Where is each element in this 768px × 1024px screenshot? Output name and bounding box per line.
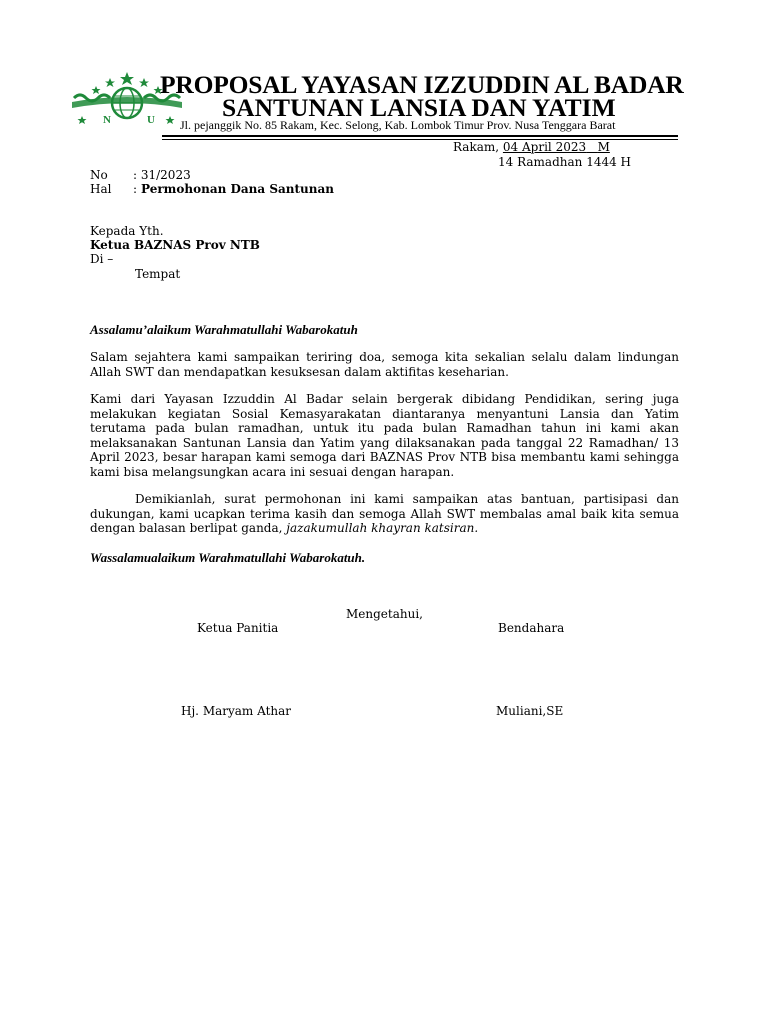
greeting: Assalamu’alaikum Warahmatullahi Wabarokatuh (90, 322, 358, 337)
recipient-name: Ketua BAZNAS Prov NTB (90, 238, 260, 252)
hal-value: Permohonan Dana Santunan (141, 182, 335, 196)
signature-right-name: Muliani,SE (496, 704, 564, 718)
no-value: : 31/2023 (133, 168, 191, 182)
svg-text:U: U (147, 114, 155, 126)
signature-left-title: Ketua Panitia (197, 621, 279, 635)
paragraph-1: Salam sejahtera kami sampaikan teriring doa, semoga kita sekalian selalu dalam lindungan Allah SWT dan mendapatkan kesuksesan dalam aktifitas keseharian. (90, 350, 679, 379)
date-line (453, 140, 610, 155)
mengetahui: Mengetahui, (346, 607, 423, 621)
paragraph-3-text: Demikianlah, surat permohonan ini kami sampaikan atas bantuan, partisipasi dan dukungan, kami ucapkan terima kasih dan semoga Allah SWT membalas amal baik kita semua dengan balasan berlipat ganda, (90, 492, 679, 536)
letterhead-rule-thick (162, 135, 678, 137)
date-place: Rakam, (453, 140, 500, 154)
paragraph-3-italic: jazakumullah khayran katsiran. (286, 521, 479, 536)
recipient-tempat: Tempat (135, 267, 181, 281)
recipient-di: Di – (90, 252, 114, 266)
hal-label: Hal (90, 182, 112, 196)
signature-right-title: Bendahara (498, 621, 565, 635)
date-hijri: 14 Ramadhan 1444 H (498, 155, 632, 169)
letterhead-title-line2: SANTUNAN LANSIA DAN YATIM (222, 93, 616, 122)
paragraph-2: Kami dari Yayasan Izzuddin Al Badar selain bergerak dibidang Pendidikan, sering juga melakukan kegiatan Sosial Kemasyarakatan diantaranya menyantuni Lansia dan Yatim terutama pada bulan ramadhan, untuk itu pada bulan Ramadhan tahun ini kami akan melaksanakan Santunan Lansia dan Yatim yang dilaksanakan pada tanggal 22 Ramadhan/ 13 April 2023, besar harapan kami semoga dari BAZNAS Prov NTB bisa membantu kami sehingga kami bisa melangsungkan acara ini sesuai dengan harapan. (90, 392, 679, 479)
date-gregorian: 04 April 2023 M (502, 140, 610, 154)
signature-left-name: Hj. Maryam Athar (181, 704, 292, 718)
paragraph-3 (90, 492, 679, 536)
kepada-yth: Kepada Yth. (90, 224, 164, 238)
hal-colon: : (133, 182, 138, 196)
closing: Wassalamualaikum Warahmatullahi Wabarokatuh. (90, 550, 366, 565)
no-label: No (90, 168, 108, 182)
svg-text:N: N (103, 114, 111, 126)
letterhead-title-line1: PROPOSAL YAYASAN IZZUDDIN AL BADAR (160, 70, 684, 99)
letterhead-address: Jl. pejanggik No. 85 Rakam, Kec. Selong, Kab. Lombok Timur Prov. Nusa Tenggara Barat (180, 118, 616, 132)
